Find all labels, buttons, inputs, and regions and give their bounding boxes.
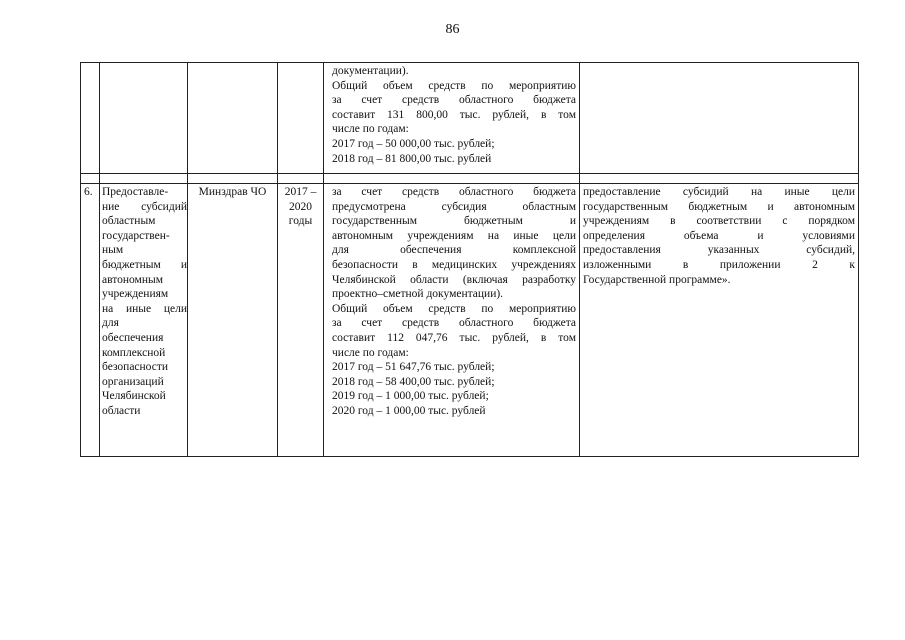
- cell-conditions: [580, 63, 859, 174]
- page-number: 86: [445, 22, 460, 37]
- description-line: за счет средств областного бюджета: [332, 186, 576, 198]
- description-line: 2017 год – 51 647,76 тыс. рублей;: [332, 361, 495, 374]
- condition-line: Государственной программе».: [583, 273, 731, 286]
- description-line: 2018 год – 81 800,00 тыс. рублей: [332, 152, 492, 165]
- cell-executor: [188, 63, 278, 174]
- cell-conditions: [580, 184, 859, 457]
- description-line: для обеспечения комплексной: [332, 244, 576, 257]
- cell-number: 6.: [81, 184, 100, 457]
- name-line: комплексной: [102, 346, 166, 359]
- description-line: Челябинской области (включая разработку: [332, 273, 576, 286]
- name-line: государствен-: [102, 229, 170, 242]
- description-line: составит 131 800,00 тыс. рублей, в том: [332, 108, 576, 121]
- condition-line: предоставления указанных субсидий,: [583, 244, 855, 257]
- description-line: Общий объем средств по мероприятию: [332, 79, 576, 92]
- condition-line: определения объема и условиями: [583, 229, 855, 242]
- name-line: автономным: [102, 273, 163, 286]
- name-line: бюджетным и: [102, 258, 187, 271]
- condition-line: изложенными в приложении 2 к: [583, 258, 855, 271]
- condition-line: предоставление субсидий на иные цели: [583, 186, 855, 198]
- years-line: 2020: [289, 200, 312, 213]
- description-line: документации).: [332, 65, 409, 77]
- table-row-spacer: [81, 174, 859, 184]
- cell-name: [100, 184, 188, 457]
- description-line: составит 112 047,76 тыс. рублей, в том: [332, 331, 576, 344]
- condition-line: учреждениям в соответствии с порядком: [583, 215, 855, 228]
- description-line: Общий объем средств по мероприятию: [332, 302, 576, 315]
- description-line: 2018 год – 58 400,00 тыс. рублей;: [332, 375, 495, 388]
- years-line: годы: [288, 215, 313, 228]
- name-line: Предоставле-: [102, 186, 169, 198]
- description-line: предусмотрена субсидия областным: [332, 200, 576, 213]
- table-row-continued: [81, 63, 859, 174]
- table-row-6: [81, 184, 859, 457]
- cell-years: [278, 184, 324, 457]
- cell-description: [324, 63, 580, 174]
- name-line: областным: [102, 215, 156, 228]
- program-table: [80, 62, 859, 457]
- description-line: числе по годам:: [332, 346, 409, 359]
- description-line: проектно–сметной документации).: [332, 288, 504, 301]
- description-line: 2017 год – 50 000,00 тыс. рублей;: [332, 137, 495, 150]
- name-line: безопасности: [102, 361, 169, 374]
- name-line: ным: [102, 244, 124, 257]
- cell-executor: Минздрав ЧО: [188, 184, 278, 457]
- cell-description: [324, 184, 580, 457]
- condition-line: государственным бюджетным и автономным: [583, 200, 855, 213]
- description-line: за счет средств областного бюджета: [332, 317, 576, 330]
- name-line: учреждениям: [102, 288, 169, 301]
- cell-years: [278, 63, 324, 174]
- description-line: 2020 год – 1 000,00 тыс. рублей: [332, 404, 486, 417]
- cell-name: [100, 63, 188, 174]
- description-line: автономным учреждениям на иные цели: [332, 229, 576, 242]
- description-line: числе по годам:: [332, 123, 409, 136]
- description-line: безопасности в медицинских учреждениях: [332, 258, 576, 271]
- description-line: государственным бюджетным и: [332, 215, 576, 228]
- name-line: Челябинской: [102, 390, 166, 403]
- name-line: ние субсидий: [102, 200, 187, 213]
- name-line: для: [102, 317, 119, 330]
- years-line: 2017 –: [284, 186, 317, 198]
- description-line: 2019 год – 1 000,00 тыс. рублей;: [332, 390, 489, 403]
- name-line: организаций: [102, 375, 164, 388]
- name-line: области: [102, 404, 141, 417]
- cell-number: [81, 63, 100, 174]
- name-line: обеспечения: [102, 331, 164, 344]
- description-line: за счет средств областного бюджета: [332, 94, 576, 107]
- name-line: на иные цели: [102, 302, 187, 315]
